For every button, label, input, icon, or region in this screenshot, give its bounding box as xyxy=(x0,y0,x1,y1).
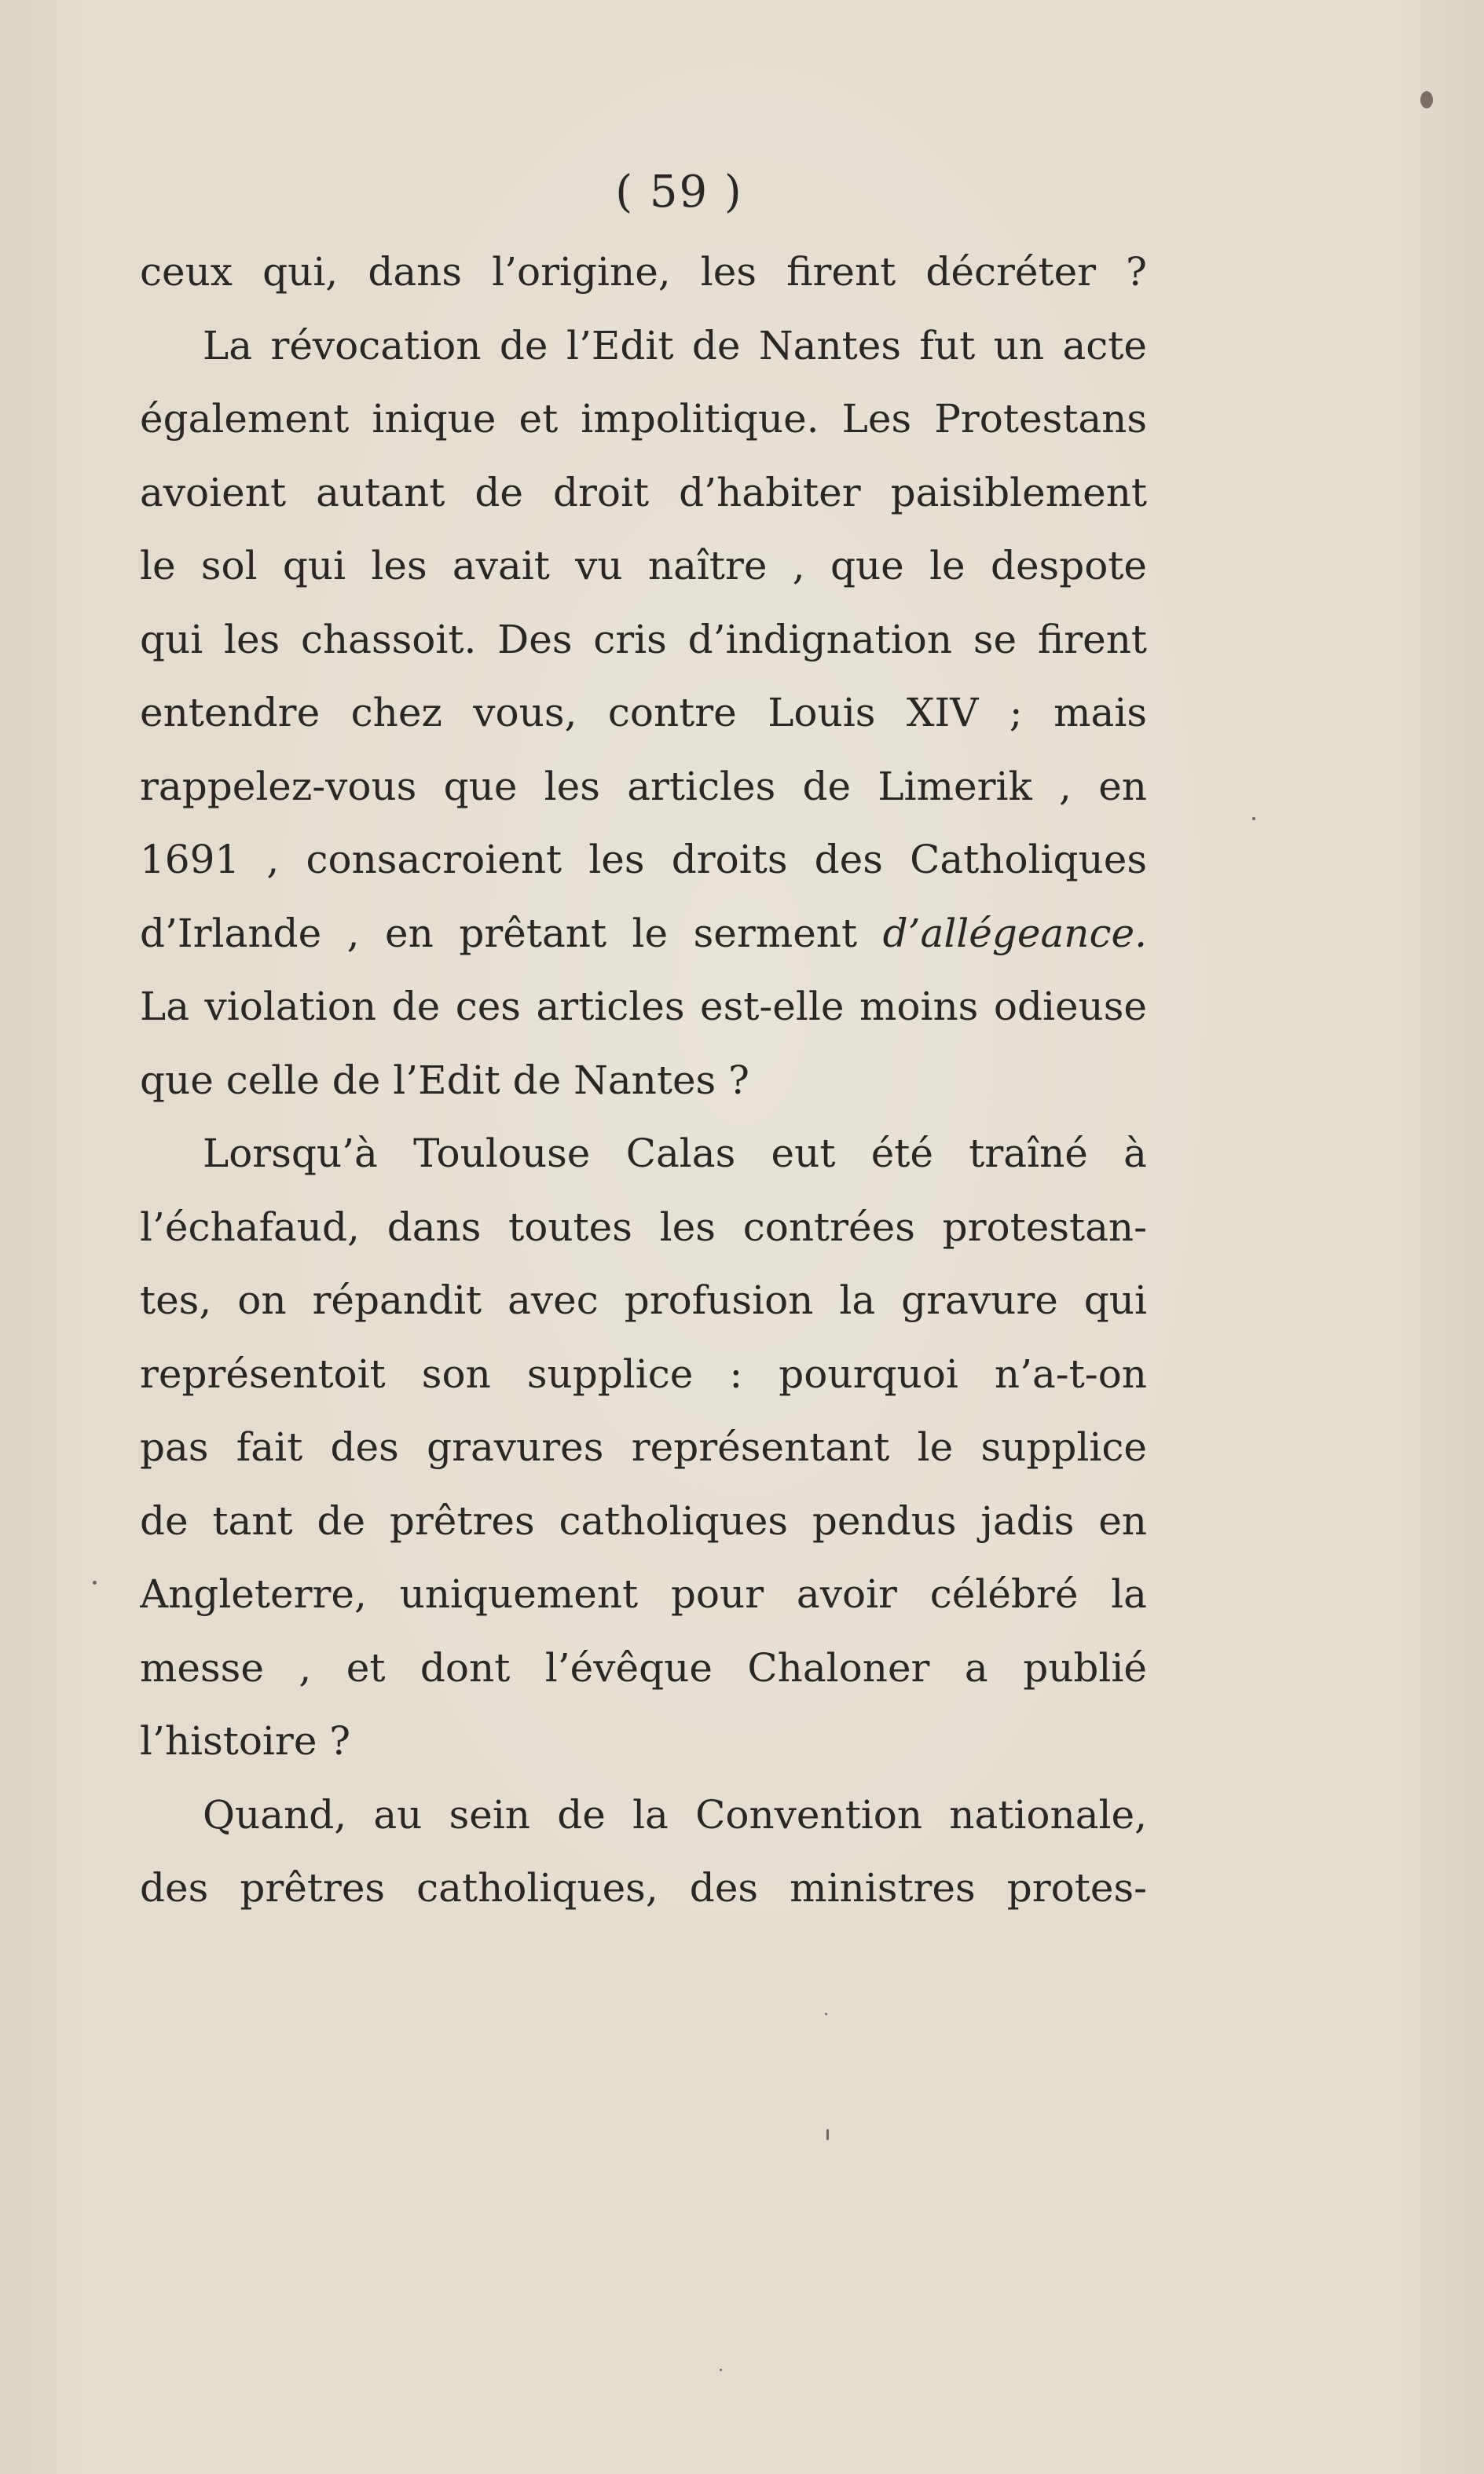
paper-speck xyxy=(720,2369,722,2371)
text-line: avoient autant de droit d’habiter paisiblement xyxy=(140,469,1147,515)
text-line: également inique et impolitique. Les Protestans xyxy=(140,396,1147,442)
text-line: l’échafaud, dans toutes les contrées protestan- xyxy=(140,1204,1147,1250)
page-number: ( 59 ) xyxy=(615,167,743,218)
paper-speck xyxy=(93,1581,97,1585)
paper-speck xyxy=(1252,817,1255,820)
text-line: qui les chassoit. Des cris d’indignation se firent xyxy=(140,616,1147,662)
paper-speck xyxy=(826,2129,829,2140)
text-line xyxy=(140,897,1147,971)
text-line: La violation de ces articles est-elle moins odieuse xyxy=(140,984,1147,1029)
body-text xyxy=(140,236,1147,1926)
text-line: que celle de l’Edit de Nantes ? xyxy=(140,1057,749,1103)
text-line: des prêtres catholiques, des ministres protes- xyxy=(140,1865,1147,1911)
text-line: de tant de prêtres catholiques pendus jadis en xyxy=(140,1497,1147,1544)
text-line: messe , et dont l’évêque Chaloner a publié xyxy=(140,1644,1147,1691)
text-line-roman: d’Irlande , en prêtant le serment xyxy=(140,910,883,956)
text-line: 1691 , consacroient les droits des Catholiques xyxy=(140,837,1147,882)
text-line: l’histoire ? xyxy=(140,1718,351,1764)
paper-speck xyxy=(1420,91,1433,108)
text-line: ceux qui, dans l’origine, les firent décréter ? xyxy=(140,249,1147,295)
text-line: Angleterre, uniquement pour avoir célébré la xyxy=(140,1571,1147,1617)
text-line: tes, on répandit avec profusion la gravure qui xyxy=(140,1277,1147,1323)
text-line: pas fait des gravures représentant le supplice xyxy=(140,1424,1147,1470)
paper-speck xyxy=(825,2013,827,2015)
text-line: représentoit son supplice : pourquoi n’a-t-on xyxy=(140,1351,1147,1397)
text-line: le sol qui les avait vu naître , que le despote xyxy=(140,543,1147,588)
text-line: rappelez-vous que les articles de Limerik , en xyxy=(140,763,1147,809)
text-line-italic: d’allégeance. xyxy=(882,910,1147,956)
text-line: entendre chez vous, contre Louis XIV ; mais xyxy=(140,690,1147,735)
text-line: La révocation de l’Edit de Nantes fut un acte xyxy=(203,322,1147,368)
text-line: Lorsqu’à Toulouse Calas eut été traîné à xyxy=(203,1131,1147,1176)
text-line: Quand, au sein de la Convention nationale, xyxy=(203,1791,1147,1838)
